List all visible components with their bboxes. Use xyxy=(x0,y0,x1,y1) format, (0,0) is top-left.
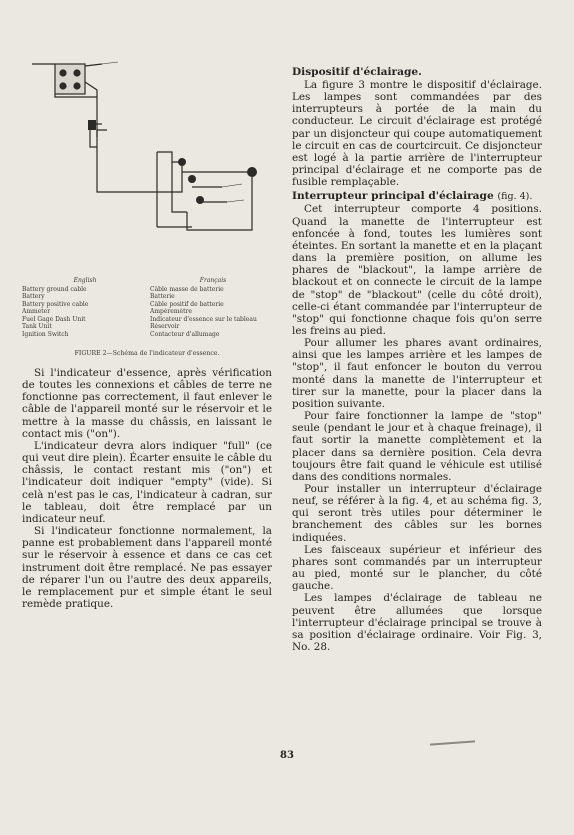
heading-text: Interrupteur principal d'éclairage xyxy=(292,190,494,203)
right-column-text xyxy=(292,66,542,653)
paragraph: La figure 3 montre le dispositif d'éclairage. Les lampes sont commandées par des interrupteurs à portée de la main du conducteur. Le circuit d'éclairage est protégé par un disjoncteur qui coupe automatiquement le circuit en cas de courtcircuit. Ce disjoncteur est logé à la partie arrière de l'interrupteur principal d'éclairage et ne comporte pas de fusible remplaçable. xyxy=(292,79,542,189)
paragraph: Pour allumer les phares avant ordinaires, ainsi que les lampes arrière et les lampes de "stop", il faut enfoncer le bouton du verrou monté dans la manette de l'interrupteur et tirer sur la manette, pour la placer dans la position suivante. xyxy=(292,337,542,410)
legend-english-column xyxy=(22,277,148,338)
legend-english-header: English xyxy=(73,277,97,284)
figure-caption: FIGURE 2—Schéma de l'indicateur d'essence. xyxy=(74,350,220,357)
page-number: 83 xyxy=(280,750,294,761)
paragraph: Cet interrupteur comporte 4 positions. Quand la manette de l'interrupteur est enfoncée à fond, toutes les lumières sont éteintes. En sortant la manette et en la plaçant dans la première position, on allume les phares de "blackout", la lampe arrière de blackout et on connecte le circuit de la lampe de "stop" de "blackout" (celle du côté droit), celle-ci étant commandée par l'interrupteur de "stop" qui fonctionne chaque fois qu'on serre les freins au pied. xyxy=(292,203,542,337)
paragraph: Les faisceaux supérieur et inférieur des phares sont commandés par un interrupteur au pied, monté sur le plancher, du côté gauche. xyxy=(292,543,542,593)
section-heading-main-switch xyxy=(292,190,542,203)
legend-item: Battery positive cable xyxy=(22,300,89,308)
legend-item: Ammeter xyxy=(22,308,51,315)
wiring-diagram-drawing xyxy=(22,52,272,277)
legend-item: Battery xyxy=(22,293,45,300)
legend-item: Batterie xyxy=(150,293,175,300)
legend-item: Fuel Gage Dash Unit xyxy=(22,315,86,323)
legend-item: Câble positif de batterie xyxy=(150,300,224,308)
legend-item: Tank Unit xyxy=(22,323,52,330)
paragraph: Si l'indicateur d'essence, après vérification de toutes les connexions et câbles de terre ne fonctionne pas correctement, il faut enlever le câble de l'appareil monté sur le réservoir et le mettre à la masse du châssis, en laissant le contact mis ("on"). xyxy=(22,367,272,440)
paragraph: Pour installer un interrupteur d'éclairage neuf, se référer à la fig. 4, et au schéma fig. 3, qui seront très utiles pour déterminer le branchement des câbles sur les bornes indiquées. xyxy=(292,483,542,544)
legend-item: Réservoir xyxy=(150,323,180,330)
fuel-gauge-wiring-diagram xyxy=(22,52,272,277)
legend-item: Indicateur d'essence sur le tableau xyxy=(150,315,257,323)
paragraph: Les lampes d'éclairage de tableau ne peuvent être allumées que lorsque l'interrupteur d'éclairage principal se trouve à sa position d'éclairage ordinaire. Voir Fig. 3, No. 28. xyxy=(292,592,542,654)
paragraph: L'indicateur devra alors indiquer "full" (ce qui veut dire plein). Écarter ensuite le câble du châssis, le contact restant mis ("on") et l'indicateur doit indiquer "empty" (vide). Si celà n'est pas le cas, l'indicateur à cadran, sur le tableau, doit être remplacé par un indicateur neuf. xyxy=(22,439,272,525)
legend-item: Ignition Switch xyxy=(22,330,69,338)
left-column-text xyxy=(22,367,272,610)
legend-item: Contacteur d'allumage xyxy=(150,330,220,338)
paragraph: Pour faire fonctionner la lampe de "stop" seule (pendant le jour et à chaque freinage), il faut sortir la manette complètement et la placer dans sa dernière position. Cela devra toujours être fait quand le véhicule est utilisé dans des conditions normales. xyxy=(292,410,542,483)
legend-item: Ampèremètre xyxy=(150,308,192,315)
legend-item: Câble masse de batterie xyxy=(150,285,224,293)
legend-french-column xyxy=(150,277,276,338)
heading-figure-ref: (fig. 4). xyxy=(497,191,533,203)
legend-french-header: Français xyxy=(199,277,227,284)
section-heading-lighting: Dispositif d'éclairage. xyxy=(292,66,422,78)
ink-smudge xyxy=(430,740,475,745)
legend-item: Battery ground cable xyxy=(22,285,87,293)
paragraph: Si l'indicateur fonctionne normalement, la panne est probablement dans l'appareil monté sur le réservoir à essence et dans ce cas cet instrument doit être remplacé. Ne pas essayer de réparer l'un ou l'autre des deux appareils, le remplacement pur et simple étant le seul remède pratique. xyxy=(22,525,272,610)
